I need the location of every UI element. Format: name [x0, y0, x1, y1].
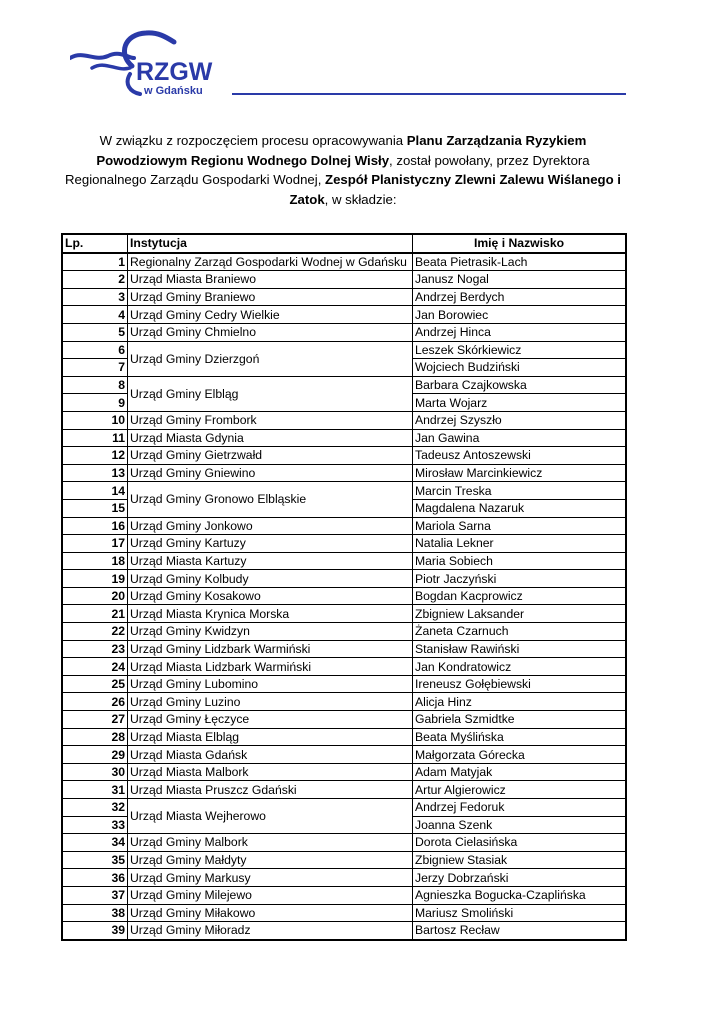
- row-person-name: Ireneusz Gołębiewski: [413, 675, 627, 693]
- row-lp: 12: [62, 447, 128, 465]
- row-person-name: Agnieszka Bogucka-Czaplińska: [413, 886, 627, 904]
- row-person-name: Maria Sobiech: [413, 552, 627, 570]
- row-person-name: Zbigniew Laksander: [413, 605, 627, 623]
- row-person-name: Stanisław Rawiński: [413, 640, 627, 658]
- row-institution: Urząd Gminy Miłakowo: [128, 904, 413, 922]
- row-lp: 18: [62, 552, 128, 570]
- row-lp: 1: [62, 253, 128, 271]
- row-person-name: Magdalena Nazaruk: [413, 499, 627, 517]
- header-name: Imię i Nazwisko: [413, 234, 627, 253]
- row-lp: 9: [62, 394, 128, 412]
- row-institution: Urząd Gminy Frombork: [128, 411, 413, 429]
- row-institution: Urząd Gminy Kolbudy: [128, 570, 413, 588]
- row-person-name: Jan Gawina: [413, 429, 627, 447]
- row-lp: 10: [62, 411, 128, 429]
- row-institution: Urząd Gminy Luzino: [128, 693, 413, 711]
- row-lp: 14: [62, 482, 128, 500]
- row-institution: Urząd Miasta Elbląg: [128, 728, 413, 746]
- row-lp: 17: [62, 535, 128, 553]
- table-row: [62, 411, 626, 429]
- row-lp: 5: [62, 323, 128, 341]
- row-person-name: Jerzy Dobrzański: [413, 869, 627, 887]
- row-person-name: Zbigniew Stasiak: [413, 851, 627, 869]
- row-institution: Urząd Gminy Gniewino: [128, 464, 413, 482]
- row-institution: Urząd Gminy Milejewo: [128, 886, 413, 904]
- row-institution: Urząd Gminy Gronowo Elbląskie: [128, 482, 413, 517]
- row-person-name: Janusz Nogal: [413, 271, 627, 289]
- row-lp: 33: [62, 816, 128, 834]
- row-lp: 15: [62, 499, 128, 517]
- row-person-name: Jan Borowiec: [413, 306, 627, 324]
- row-institution: Urząd Gminy Dzierzgoń: [128, 341, 413, 376]
- table-row: [62, 306, 626, 324]
- table-row: [62, 464, 626, 482]
- row-person-name: Tadeusz Antoszewski: [413, 447, 627, 465]
- row-person-name: Andrzej Hinca: [413, 323, 627, 341]
- table-row: [62, 799, 626, 817]
- row-institution: Urząd Miasta Pruszcz Gdański: [128, 781, 413, 799]
- row-lp: 32: [62, 799, 128, 817]
- row-lp: 23: [62, 640, 128, 658]
- table-row: [62, 605, 626, 623]
- row-lp: 38: [62, 904, 128, 922]
- row-institution: Urząd Gminy Kartuzy: [128, 535, 413, 553]
- header-divider: [232, 93, 626, 95]
- row-person-name: Mirosław Marcinkiewicz: [413, 464, 627, 482]
- row-institution: Urząd Gminy Chmielno: [128, 323, 413, 341]
- row-person-name: Piotr Jaczyński: [413, 570, 627, 588]
- table-row: [62, 886, 626, 904]
- row-person-name: Bartosz Recław: [413, 922, 627, 940]
- table-row: [62, 675, 626, 693]
- row-lp: 21: [62, 605, 128, 623]
- table-row: [62, 781, 626, 799]
- row-lp: 3: [62, 288, 128, 306]
- row-person-name: Barbara Czajkowska: [413, 376, 627, 394]
- rzgw-logo: [70, 28, 230, 102]
- intro-text-1: W związku z rozpoczęciem procesu opracowywania: [99, 133, 407, 148]
- table-row: [62, 341, 626, 359]
- table-row: [62, 482, 626, 500]
- row-person-name: Artur Algierowicz: [413, 781, 627, 799]
- row-person-name: Marcin Treska: [413, 482, 627, 500]
- table-row: [62, 376, 626, 394]
- intro-plan-title: Planu Zarządzania Ryzykiem Powodziowym Regionu Wodnego Dolnej Wisły: [96, 133, 587, 168]
- row-person-name: Leszek Skórkiewicz: [413, 341, 627, 359]
- row-lp: 22: [62, 623, 128, 641]
- row-person-name: Beata Myślińska: [413, 728, 627, 746]
- table-row: [62, 253, 626, 271]
- row-institution: Urząd Gminy Cedry Wielkie: [128, 306, 413, 324]
- row-lp: 35: [62, 851, 128, 869]
- row-person-name: Alicja Hinz: [413, 693, 627, 711]
- table-header-row: [62, 234, 626, 253]
- row-institution: Urząd Miasta Gdańsk: [128, 746, 413, 764]
- row-institution: Urząd Gminy Elbląg: [128, 376, 413, 411]
- row-lp: 11: [62, 429, 128, 447]
- row-person-name: Jan Kondratowicz: [413, 658, 627, 676]
- table-row: [62, 728, 626, 746]
- row-lp: 4: [62, 306, 128, 324]
- row-person-name: Wojciech Budziński: [413, 359, 627, 377]
- row-person-name: Andrzej Berdych: [413, 288, 627, 306]
- row-person-name: Żaneta Czarnuch: [413, 623, 627, 641]
- row-lp: 24: [62, 658, 128, 676]
- row-lp: 6: [62, 341, 128, 359]
- row-lp: 37: [62, 886, 128, 904]
- row-lp: 31: [62, 781, 128, 799]
- row-institution: Urząd Gminy Lubomino: [128, 675, 413, 693]
- row-person-name: Gabriela Szmidtke: [413, 711, 627, 729]
- table-row: [62, 517, 626, 535]
- intro-text-3: , w składzie:: [324, 191, 397, 207]
- row-institution: Urząd Gminy Lidzbark Warmiński: [128, 640, 413, 658]
- row-institution: Urząd Gminy Kosakowo: [128, 587, 413, 605]
- row-institution: Urząd Gminy Markusy: [128, 869, 413, 887]
- header-institution: Instytucja: [128, 234, 413, 253]
- table-row: [62, 535, 626, 553]
- row-institution: Urząd Miasta Wejherowo: [128, 799, 413, 834]
- row-lp: 27: [62, 711, 128, 729]
- row-lp: 29: [62, 746, 128, 764]
- members-table: [61, 233, 627, 941]
- row-lp: 7: [62, 359, 128, 377]
- row-person-name: Bogdan Kacprowicz: [413, 587, 627, 605]
- intro-team-name: Zespół Planistyczny Zlewni Zalewu Wiślanego i Zatok: [289, 172, 621, 207]
- row-institution: Urząd Miasta Malbork: [128, 763, 413, 781]
- row-person-name: Mariusz Smoliński: [413, 904, 627, 922]
- table-row: [62, 869, 626, 887]
- table-row: [62, 587, 626, 605]
- row-institution: Urząd Miasta Kartuzy: [128, 552, 413, 570]
- row-lp: 19: [62, 570, 128, 588]
- row-institution: Urząd Gminy Braniewo: [128, 288, 413, 306]
- table-row: [62, 693, 626, 711]
- table-row: [62, 851, 626, 869]
- header-lp: Lp.: [62, 234, 128, 253]
- row-person-name: Małgorzata Górecka: [413, 746, 627, 764]
- row-person-name: Andrzej Fedoruk: [413, 799, 627, 817]
- table-row: [62, 834, 626, 852]
- row-institution: Urząd Miasta Braniewo: [128, 271, 413, 289]
- row-institution: Urząd Gminy Kwidzyn: [128, 623, 413, 641]
- table-row: [62, 623, 626, 641]
- row-lp: 39: [62, 922, 128, 940]
- intro-text-2: , został powołany, przez Dyrektora Regionalnego Zarządu Gospodarki Wodnej,: [65, 152, 590, 187]
- row-institution: Urząd Gminy Małdyty: [128, 851, 413, 869]
- row-institution: Urząd Gminy Gietrzwałd: [128, 447, 413, 465]
- row-person-name: Andrzej Szyszło: [413, 411, 627, 429]
- table-row: [62, 658, 626, 676]
- row-person-name: Adam Matyjak: [413, 763, 627, 781]
- row-lp: 25: [62, 675, 128, 693]
- row-institution: Urząd Gminy Łęczyce: [128, 711, 413, 729]
- table-row: [62, 763, 626, 781]
- table-row: [62, 323, 626, 341]
- row-institution: Regionalny Zarząd Gospodarki Wodnej w Gdańsku: [128, 253, 413, 271]
- row-lp: 2: [62, 271, 128, 289]
- row-lp: 8: [62, 376, 128, 394]
- row-person-name: Mariola Sarna: [413, 517, 627, 535]
- table-row: [62, 288, 626, 306]
- row-lp: 30: [62, 763, 128, 781]
- logo-subtext: w Gdańsku: [144, 85, 203, 97]
- row-institution: Urząd Miasta Gdynia: [128, 429, 413, 447]
- table-row: [62, 904, 626, 922]
- row-lp: 26: [62, 693, 128, 711]
- row-lp: 13: [62, 464, 128, 482]
- table-row: [62, 429, 626, 447]
- row-institution: Urząd Gminy Malbork: [128, 834, 413, 852]
- table-row: [62, 746, 626, 764]
- logo-text: RZGW: [136, 58, 213, 86]
- row-institution: Urząd Gminy Jonkowo: [128, 517, 413, 535]
- row-institution: Urząd Miasta Krynica Morska: [128, 605, 413, 623]
- table-row: [62, 271, 626, 289]
- row-lp: 28: [62, 728, 128, 746]
- table-row: [62, 922, 626, 940]
- table-row: [62, 447, 626, 465]
- table-row: [62, 570, 626, 588]
- row-person-name: Joanna Szenk: [413, 816, 627, 834]
- row-lp: 20: [62, 587, 128, 605]
- table-row: [62, 711, 626, 729]
- row-person-name: Dorota Cielasińska: [413, 834, 627, 852]
- row-lp: 36: [62, 869, 128, 887]
- table-row: [62, 640, 626, 658]
- row-institution: Urząd Miasta Lidzbark Warmiński: [128, 658, 413, 676]
- table-row: [62, 552, 626, 570]
- row-institution: Urząd Gminy Miłoradz: [128, 922, 413, 940]
- row-lp: 16: [62, 517, 128, 535]
- intro-paragraph: [60, 131, 626, 209]
- row-person-name: Marta Wojarz: [413, 394, 627, 412]
- row-person-name: Natalia Lekner: [413, 535, 627, 553]
- row-person-name: Beata Pietrasik-Lach: [413, 253, 627, 271]
- row-lp: 34: [62, 834, 128, 852]
